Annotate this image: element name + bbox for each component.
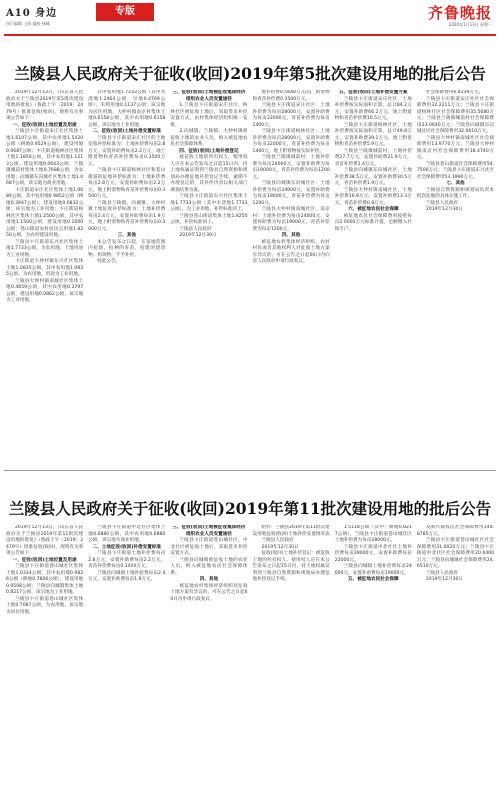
paragraph: 2019年12月30日 xyxy=(261,544,299,550)
paragraph: 兰陵县卞庄街道中北社区土地补偿费每亩28000元，安置补助费每亩22000元。 xyxy=(334,544,412,563)
paragraph: 兰陵县人民政府 xyxy=(261,538,294,543)
notice1-column xyxy=(170,90,247,462)
paragraph: 兰陵县向城镇东向城社区：土地补偿费为每亩24000元，安置补助费为每亩19000元，青苗补偿费为每亩1200元。 xyxy=(252,181,330,206)
notice1-column xyxy=(6,90,83,462)
paragraph: 2019年12月30日 xyxy=(425,577,464,582)
paragraph: 兰陵县大仲村镇南城社区集体土地0.4659公顷，其中农用地0.3797公顷，建设用地0.0862公顷，该宗地为工业用地。 xyxy=(6,278,84,303)
paragraph: 及新兴镇农民社会保障费用144.8785万元。 xyxy=(416,525,495,537)
paragraph: 征收(收回)土地补偿登记：被征收土地的所有权人、使用权人应在本公告发布之日起15日内，持土地权属证明到兰陵县自然资源和规划局办理征地补偿登记手续。 xyxy=(252,551,330,582)
paragraph: 兰陵县卞庄街道宋庄社区，土地补偿费按实际面积计算，总计84.2万元，安置补助费66.2万元，地上附着物和青苗补偿费10.5万元。 xyxy=(334,96,412,121)
paragraph: 2019年12月30日 xyxy=(425,207,464,212)
paragraph: 兰陵县卞庄街道苍山城社区集体土地0.7087公顷，为农用地，该宗地为居住用地。 xyxy=(6,596,84,615)
notice2-column xyxy=(253,525,330,799)
header-rule xyxy=(4,34,496,36)
paragraph: 其中农用地1.7233公顷（其中水浇地1.2464公顷，旱地0.4769公顷），未利用地0.1137公顷；该宗地为居住用地，大仲村镇南京村集体土地0.6158公顷，其中农用地0.6158公顷，该宗地为工业用地。 xyxy=(88,90,166,128)
paragraph: 兰陵县向城镇被征收土地的农业人员，纳入被征地农民社会保障体系。 xyxy=(170,557,248,576)
paragraph: 兰陵县卞庄街道东兴社区集体土地1.7733公顷，为农用地，土地用途为工业用地。 xyxy=(6,239,84,258)
newspaper-logo: 齐鲁晚报 xyxy=(427,4,492,22)
paragraph: 二、土地征收(收回)补偿安置标准 xyxy=(92,544,162,550)
paragraph: 兰陵县卞庄街道宋庄社区的土地征收补偿标准为：土地补偿费每亩2.8万元，安置补助费每亩2.2万元，地上附着物和青苗补偿费每亩0.3500万元。 xyxy=(88,135,166,167)
paragraph: 兰陵县兰陵镇、向城镇、大仲村镇土地征收补偿标准为：土地补偿费每亩2.4万元，安置补助费每亩1.9万元，地上附着物和青苗补偿费每亩0.3000万元。 xyxy=(88,200,166,232)
paragraph: 五、被征地农民社会保障 xyxy=(348,577,399,582)
paragraph: 五、征收(收回)土地补偿安置方案 xyxy=(339,90,408,95)
paragraph: 兰陵县兰陵镇城前村，土地补偿费27.7万元，安置补助费21.9万元，青苗补偿费1.4万元。 xyxy=(334,148,412,167)
paragraph: 1.兰陵县卞庄街道宋庄社区、杨林社区被征收土地后，采取货币补偿安置方式，由村集体经济组织统一安排。 xyxy=(170,103,248,128)
paragraph: 兰陵县向城镇土地补偿费每亩24000元，安置补助费每亩19000元。 xyxy=(334,564,412,576)
paragraph: 特此公告。 xyxy=(97,259,121,264)
paragraph: 兰陵县向城镇东向城社区，土地补偿费38.5万元，安置补助费30.5万元，青苗补偿费1.9万元。 xyxy=(334,168,412,186)
notice2-title: 兰陵县人民政府关于征收(收回)2019年第11批次建设用地的批后公告 xyxy=(8,499,492,518)
paragraph: 七、其他 xyxy=(446,181,465,186)
notice2-column xyxy=(170,525,247,799)
notice1-column xyxy=(88,90,165,462)
paragraph: 被征地农村集体经济组织、农村村民或者其他权利人对征收土地方案有异议的，可在公告之日起60日内向省人民政府申请行政复议。 xyxy=(252,239,330,264)
paragraph: 兰陵县卞庄街道苍山城社区社会保障费用31.0020万元；兰陵县卞庄街道中北社区社会保障费用20.6400万元；兰陵县向城镇社会保障费用24.6510万元。 xyxy=(416,538,495,569)
paragraph: 三、其他 xyxy=(117,233,136,238)
paragraph: 一、征收(收回)土地位置及用途 xyxy=(12,557,77,563)
paragraph: 兰陵县苍山街道社会保障费用54.7500万元；兰陵县卞庄街道东兴社区社会保障费用53.1990万元。 xyxy=(416,161,495,180)
paragraph: 被征地农民社会保障费用按照每亩2.0000万元标准计提，足额缴入社保专户。 xyxy=(334,213,412,232)
paragraph: 兰陵县苍山街道集体土地1.8250公顷，补偿标准同上。 xyxy=(170,213,248,225)
paragraph: 兰陵县卞庄街道杨林社区：土地补偿费为每亩28000元，安置补助费为每亩22000元，青苗补偿费为每亩1400元，地上附着物按实际补偿。 xyxy=(252,129,330,154)
paragraph: 二、征收(收回)土地补偿安置标准 xyxy=(92,129,162,134)
notice1-title: 兰陵县人民政府关于征收(收回)2019年第5批次建设用地的批后公告 xyxy=(14,64,486,83)
paragraph: 四、征收(收回)土地补偿登记 xyxy=(179,148,239,154)
paragraph: 兰陵县人民政府 xyxy=(425,200,459,206)
notice2-column xyxy=(335,525,412,799)
paragraph: 被征收土地的所有权人、使用权人应在本公告发布之日起15日内，持土地权属证明到兰陵县自然资源和规划局办理征地补偿登记手续。逾期不办理登记的，其补偿内容以相关部门调查结果为准。 xyxy=(170,155,248,193)
paragraph: 卞庄街道宋庄社区集体土地1.0684公顷，其中农用地0.9852公顷（耕地0.3947公顷），建设用地0.0832公顷；该宗地为工业用地；卞庄街道杨林社区集体土地1.2500公顷，其中农用地1.1500公顷，建设用地0.1000公顷；苍山街道农村居民点用地1.8250公顷，为农村建设用地。 xyxy=(6,187,84,238)
paragraph: 社会保障费用6.4239万元。 xyxy=(425,90,484,95)
paragraph: 兰陵县人民政府 xyxy=(425,570,459,576)
notice1-column xyxy=(335,90,412,462)
paragraph: 一、征收(收回)土地位置及用途 xyxy=(12,122,77,128)
paragraph: 兰陵县卞庄街道土地补偿费每亩2.8万元，安置补助费每亩2.2万元，青苗补偿费每亩0.1400万元。 xyxy=(88,551,166,569)
paragraph: 本公告发布之日起，在征地范围内抢栽、抢种的青苗，抢建的建筑物、构筑物，不予补偿。 xyxy=(88,239,166,258)
paragraph: 2019年12月13日，《山东省人民政府关于兰陵县2019年第11批次建设用地的批复》（鲁政土字〔2019〕2479号）批准征收(收回)，现将有关事项公告如下： xyxy=(6,525,84,556)
paragraph: 兰陵县卞庄街道宋庄社区社会保障费用32.2211万元；兰陵县卞庄街道杨林社区社会保障费用35.5680万元；兰陵县兰陵镇城前村社会保障费用23.0640万元；兰陵县向城镇东向城社区社会保障费用32.0610万元。 xyxy=(416,96,495,134)
paragraph: 兰陵县卞庄街道宋庄社区：土地补偿费为每亩28000元，安置补助费为每亩22000元，青苗补偿费为每亩1400元。 xyxy=(252,103,330,128)
notice2-column xyxy=(417,525,494,799)
notice1-column xyxy=(253,90,330,462)
paragraph: 2019年12月13日，《山东省人民政府关于兰陵县2019年第5批次建设用地的批复》（鲁政土字〔2019〕2479号）批准征收(收回)，现将有关事项公告如下： xyxy=(6,90,84,121)
paragraph: 兰陵县大仲村镇南城社区，土地补偿费16.8万元，安置补助费13.3万元，青苗补偿费0.8万元。 xyxy=(334,187,412,206)
paragraph: 三、征收(收回)土地被征收集体经济组织农业人员安置途径 xyxy=(172,525,246,537)
paragraph: 1.5118公顷（其中：耕地0.8217公顷），兰陵县卞庄街道苍山城社区土地补偿费为每亩28000元。 xyxy=(334,525,412,543)
paragraph: 兰陵县卞庄街道杨林社区和苍山街道的征地补偿标准为：土地补偿费每亩2.8万元，安置补助费每亩2.2万元，地上附着物和青苗补偿费每亩0.3500万元。 xyxy=(88,168,166,199)
paragraph: 兰陵县向城镇土地补偿费每亩2.4万元，安置补助费每亩1.9万元。 xyxy=(88,570,166,582)
paragraph: 2019年12月30日 xyxy=(179,233,217,238)
issue-date: 2020年1月13日 星期一 xyxy=(448,22,492,27)
page-header xyxy=(0,0,500,34)
paragraph: 兰陵县卞庄街道苍山城社区、中北社区被征收土地后，采取货币补偿安置方式。 xyxy=(170,538,248,556)
paragraph: 被征地农村集体经济组织对征收土地方案有异议的，可在公告之日起60日内申请行政复议。 xyxy=(170,583,248,602)
paragraph: 兰陵县大仲村镇南城社区、南京村：土地补偿费为每亩24000元，安置补助费为每亩19000元，青苗补偿费为每亩1200元。 xyxy=(252,207,330,232)
notice2-body xyxy=(6,525,494,799)
notice2-column xyxy=(6,525,83,799)
paragraph: 地补偿费0.5640万元/亩，附着物和青苗补偿费0.3500万元。 xyxy=(252,90,330,102)
paragraph: 四、其他 xyxy=(199,577,219,582)
notice1-column xyxy=(417,90,494,462)
paragraph: 兰陵县兰陵镇城前村：土地补偿费为每亩24000元，安置补助费为每亩19000元，青苗补偿费为每亩1200元。 xyxy=(252,155,330,180)
paragraph: 兰陵县卞庄街道杨林社区，土地补偿费按实际面积计算，总计49.8万元，安置补助费39.1万元，地上附着物和青苗补偿费5.9万元。 xyxy=(334,122,412,147)
notice2-column xyxy=(88,525,165,799)
page-number: A10 身边 xyxy=(6,8,58,19)
paragraph: 兰陵县卞庄街道苍山城社区集体土地1.0334公顷，其中农用地0.9826公顷（耕地0.7806公顷），建设用地0.0508公顷；兰陵县向城镇集体土地0.8217公顷，该宗地为工业用地。 xyxy=(6,564,84,595)
paragraph: 兰陵县人民政府 xyxy=(179,226,212,232)
section-tag: 专版 xyxy=(96,3,154,21)
notice1-body xyxy=(6,90,494,462)
paragraph: 兰陵县卞庄街道东兴社区集体土地1.7733公顷（其中水浇地1.7733公顷），为工业用地，补偿标准同上。 xyxy=(170,194,248,212)
paragraph: 三、征收(收回)土地被征收集体经济组织农业人员安置途径 xyxy=(172,90,246,102)
paragraph: 四、其他 xyxy=(281,233,301,238)
paragraph: 2.向城镇、兰陵镇、大仲村镇被征收土地的农业人员，纳入被征地农民社会保障体系。 xyxy=(170,129,248,147)
paragraph: 附件：兰陵县2019年第11批次建设用地征收(收回)土地补偿安置情况表 xyxy=(252,525,330,537)
paragraph: 兰陵县大仲村镇南城社区社会保障费用13.9770万元；兰陵县大仲村镇南京村社会保障费用18.4740万元。 xyxy=(416,135,495,160)
paragraph: 兰陵县自然资源和规划局负责本批次征地的具体实施工作。 xyxy=(416,187,495,199)
notice-divider xyxy=(4,470,496,471)
paragraph: 六、被征地农民社会保障 xyxy=(348,207,399,212)
paragraph: 卞庄街道大仲村镇东兴社区集体土地1.0835公顷，其中农用地1.0835公顷，为农用地，用途为工业用地。 xyxy=(6,259,84,277)
paragraph: 兰陵县卞庄街道中北社区集体土地0.6880公顷，其中农用地0.6880公顷，该宗地为商业用地。 xyxy=(88,525,166,543)
editor-line: 执行编辑 上阅 编校 杨峰 xyxy=(6,21,50,26)
paragraph: 兰陵县卞庄街道宋庄社区集体土地1.6107公顷，其中农用地1.5420公顷（耕地0.9529公顷），建设用地0.0687公顷；卞庄街道杨林社区集体土地1.1856公顷，其中农用地1.1213公顷，建设用地0.0643公顷；兰陵镇城前村集体土地0.7688公顷，为农用地；向城镇东向城社区集体土地1.0687公顷，该宗地为商业用地。 xyxy=(6,129,84,186)
